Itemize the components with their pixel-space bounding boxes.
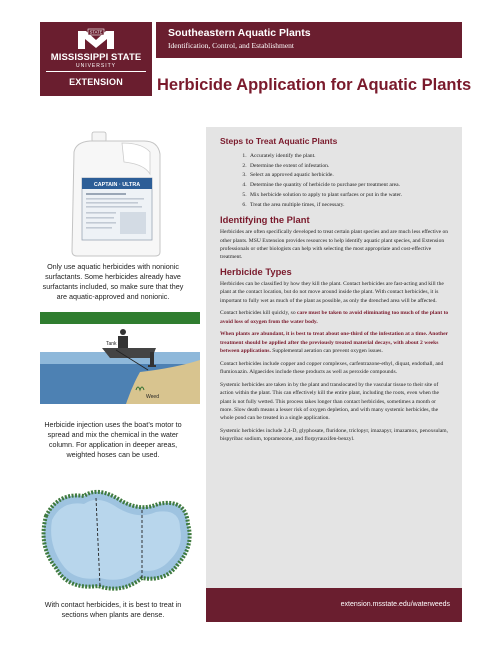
types-paragraph-4: Contact herbicides include copper and copper complexes, carfentrazone-ethyl, diquat, endothall, and flumioxazin. Algaecides include these products as well as peroxide compounds. — [220, 360, 444, 376]
step-item: 2. Determine the extent of infestation. — [248, 162, 450, 172]
types-paragraph-1: Herbicides can be classified by how they kill the plant. Contact herbicides are fast-acting and kill the plant at the contact location, but do not move around inside the plant. With contact herbicides, it is important to fully wet as much of the plant as possible, as only the drenched area will be affected. — [220, 281, 444, 304]
types-p3-highlight: When plants are abundant, it is best to treat about one-third of the infestation at a time. Another treatment should be applied after the previously treated material decays, with about 2 weeks between applications. — [220, 331, 448, 355]
herbicide-types-heading: Herbicide Types — [220, 266, 292, 278]
svg-text:Tank: Tank — [106, 341, 117, 347]
series-title: Southeastern Aquatic Plants — [168, 27, 311, 39]
msu-extension-logo — [40, 22, 152, 96]
svg-text:CAPTAIN · ULTRA: CAPTAIN · ULTRA — [93, 182, 141, 188]
svg-text:STATE: STATE — [89, 29, 103, 35]
series-banner — [156, 22, 462, 58]
logo-line-2: UNIVERSITY — [75, 63, 116, 69]
step-item: 6. Treat the area multiple times, if necessary. — [248, 201, 450, 211]
steps-heading: Steps to Treat Aquatic Plants — [220, 136, 338, 146]
step-item: 5. Mix herbicide solution to apply to plant surfaces or put in the water. — [248, 191, 450, 201]
types-p3-tail: Supplemental aeration can prevent oxygen issues. — [270, 348, 383, 355]
injection-caption: Herbicide injection uses the boat’s motor to spread and mix the chemical in the water column. For application in deeper areas, weighted hoses can be used. — [44, 420, 182, 459]
logo-divider — [46, 71, 146, 72]
contact-herbicide-caption: With contact herbicides, it is best to treat in sections when plants are dense. — [44, 600, 182, 619]
step-item: 3. Select an approved aquatic herbicide. — [248, 171, 450, 181]
types-paragraph-6: Systemic herbicides include 2,4-D, glyphosate, fluridone, triclopyr, imazapyr, imazamox, penoxsulam, bispyribac sodium, topramezone, and florpyrauxifen-benzyl. — [220, 428, 448, 443]
logo-line-3: EXTENSION — [69, 77, 123, 87]
surfactant-caption: Only use aquatic herbicides with nonionic surfactants. Some herbicides already have surfactants included, so make sure that they are aquatic-approved and nonionic. — [42, 262, 184, 301]
types-p2-lead: Contact herbicides kill quickly, so — [220, 310, 297, 317]
page-title: Herbicide Application for Aquatic Plants — [157, 76, 472, 94]
content-panel — [206, 127, 462, 588]
logo-line-1: MISSISSIPPI STATE — [50, 52, 142, 63]
types-paragraph-2 — [220, 309, 450, 326]
footer-banner — [206, 588, 462, 622]
footer-url-link[interactable]: extension.msstate.edu/waterweeds — [340, 601, 450, 608]
types-paragraph-3 — [220, 330, 450, 355]
identifying-paragraph: Herbicides are often specifically developed to treat certain plant species and are much less effective on other plants. MSU Extension provides resources to help identify aquatic plant species, and Extension professionals or other biologists can help with selecting the most appropriate and cost-effective treatment. — [220, 229, 448, 261]
msu-seal-icon — [76, 28, 116, 50]
types-paragraph-5: Systemic herbicides are taken in by the plant and translocated by the vascular tissue to their site of action within the plant. This can effectively kill the entire plant, including the roots, even when the plant is not fully wetted. This process takes longer than contact herbicides, sometimes a month or more. Slow death means a lesser risk of oxygen depletion, and with many systemic herbicides, the whole pond can be treated in a single application. — [220, 381, 439, 422]
herbicide-jug-image — [60, 130, 172, 258]
types-p2-highlight: care must be taken to avoid eliminating too much of the plant to avoid loss of oxygen from the water body. — [220, 310, 449, 325]
svg-text:Weed: Weed — [146, 394, 159, 400]
series-subtitle: Identification, Control, and Establishment — [168, 41, 295, 50]
pond-sections-diagram — [38, 486, 194, 598]
step-item: 1. Accurately identify the plant. — [248, 152, 450, 162]
identifying-heading: Identifying the Plant — [220, 214, 310, 226]
boat-injection-diagram — [40, 312, 200, 412]
step-item: 4. Determine the quantity of herbicide to purchase per treatment area. — [248, 181, 450, 191]
steps-list — [248, 152, 450, 210]
